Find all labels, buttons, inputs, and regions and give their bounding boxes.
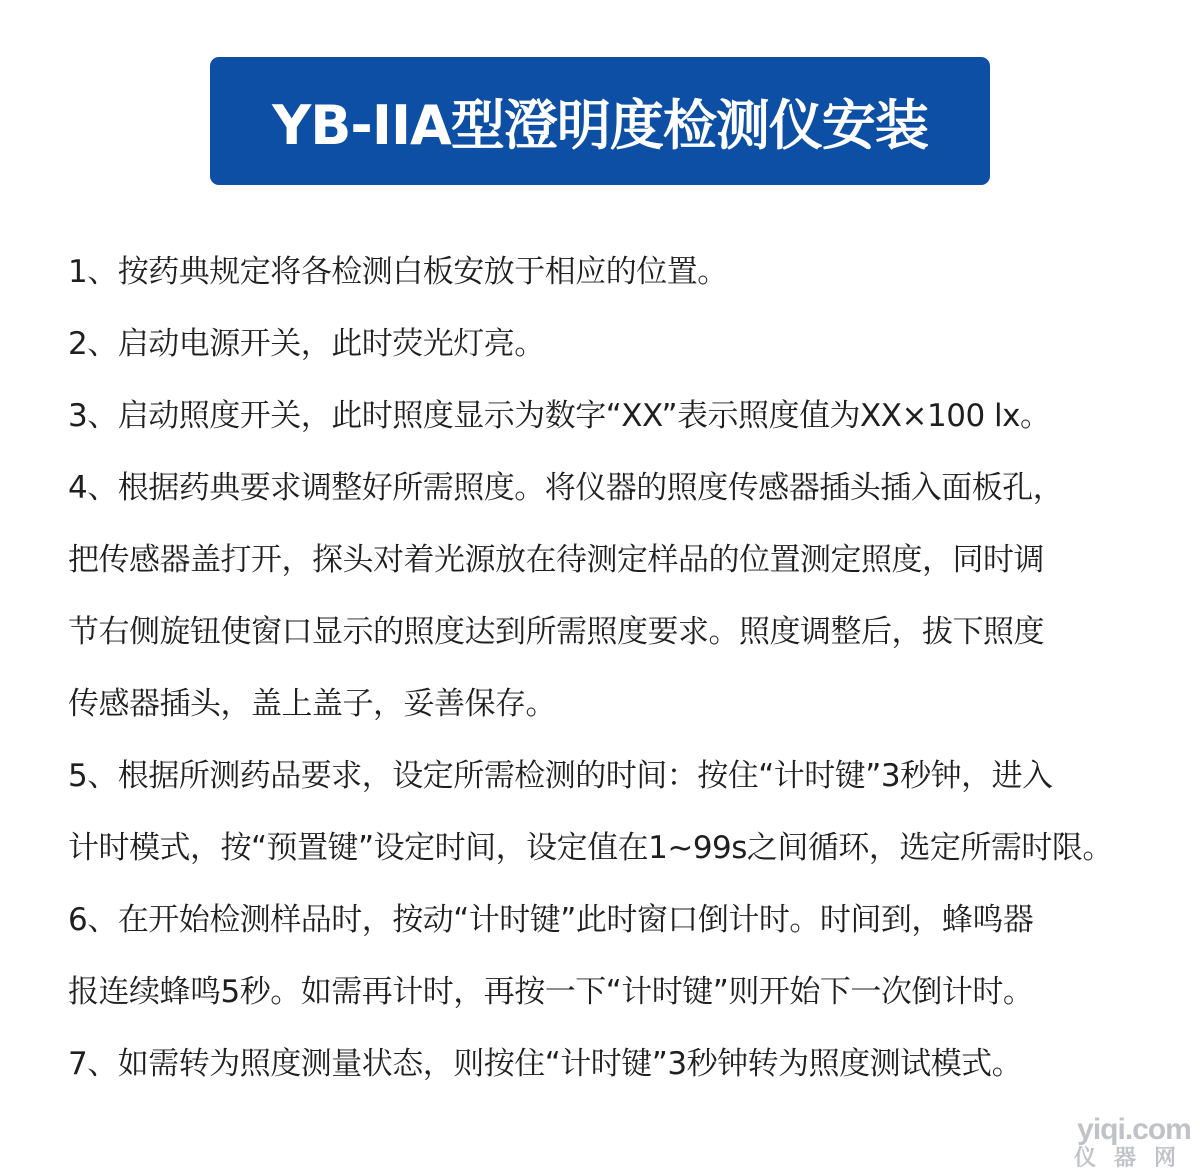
step-2-line-1: 2、启动电源开关，此时荧光灯亮。 <box>68 326 545 362</box>
step-3-line-1: 3、启动照度开关，此时照度显示为数字“XX”表示照度值为XX×100 lx。 <box>68 398 1051 434</box>
step-1-line-1: 1、按药典规定将各检测白板安放于相应的位置。 <box>68 254 728 290</box>
title-banner <box>210 57 990 185</box>
watermark-domain: yiqi.com <box>1077 1113 1191 1146</box>
step-4-line-1: 4、根据药典要求调整好所需照度。将仪器的照度传感器插头插入面板孔， <box>68 470 1064 506</box>
watermark <box>1074 1115 1194 1169</box>
step-6-line-1: 6、在开始检测样品时，按动“计时键”此时窗口倒计时。时间到，蜂鸣器 <box>68 902 1034 938</box>
page-title: YB-IIA型澄明度检测仪安装 <box>272 93 928 157</box>
step-5-line-2: 计时模式，按“预置键”设定时间，设定值在1~99s之间循环，选定所需时限。 <box>68 830 1113 866</box>
step-6-line-2: 报连续蜂鸣5秒。如需再计时，再按一下“计时键”则开始下一次倒计时。 <box>68 974 1034 1010</box>
watermark-name: 仪器网 <box>1074 1145 1195 1170</box>
step-4-line-2: 把传感器盖打开，探头对着光源放在待测定样品的位置测定照度，同时调 <box>68 542 1044 578</box>
step-7-line-1: 7、如需转为照度测量状态，则按住“计时键”3秒钟转为照度测试模式。 <box>68 1046 1023 1082</box>
step-4-line-3: 节右侧旋钮使窗口显示的照度达到所需照度要求。照度调整后，拔下照度 <box>68 614 1044 650</box>
step-4-line-4: 传感器插头，盖上盖子，妥善保存。 <box>68 686 556 722</box>
step-5-line-1: 5、根据所测药品要求，设定所需检测的时间：按住“计时键”3秒钟，进入 <box>68 758 1053 794</box>
installation-steps <box>68 236 1178 1100</box>
